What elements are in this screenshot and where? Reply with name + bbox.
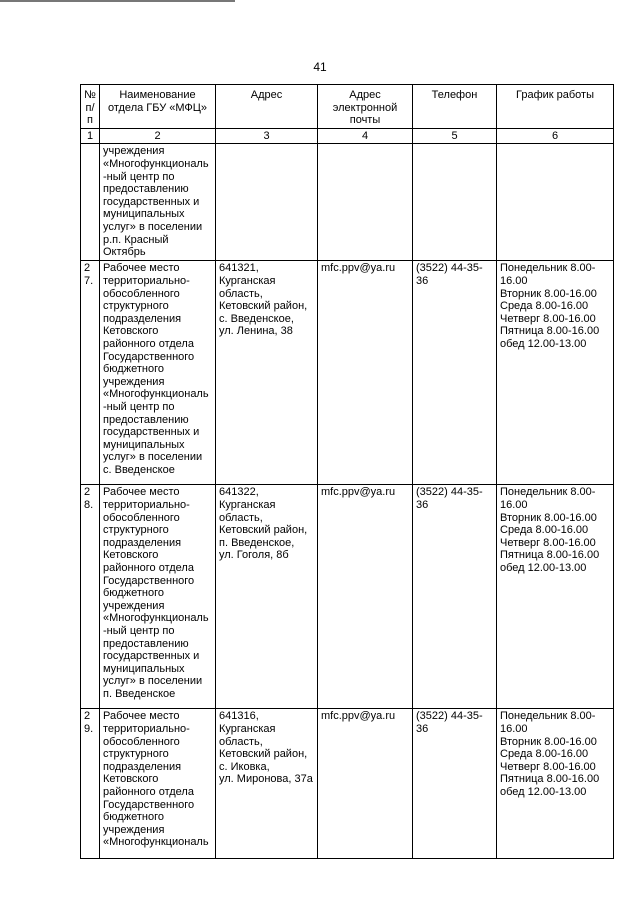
column-number: 4 [318, 128, 413, 144]
column-numbers-row [81, 128, 614, 144]
table-row [81, 144, 614, 261]
header-email: Адрес электронной почты [318, 85, 413, 129]
email: mfc.ppv@ya.ru [318, 261, 413, 485]
department-name: Рабочее место территориально- обособленного структурного подразделения Кетовского районного отдела Государственного бюджетного учреждения «Многофункциональ -ный центр по предоставлению государственных и муниципальных услуг» в поселении п. Введенское [100, 485, 216, 709]
email: mfc.ppv@ya.ru [318, 485, 413, 709]
row-number: 28. [81, 485, 100, 709]
email: mfc.ppv@ya.ru [318, 709, 413, 859]
top-border-line [0, 0, 235, 2]
column-number: 3 [216, 128, 318, 144]
email [318, 144, 413, 261]
phone: (3522) 44-35- 36 [413, 261, 497, 485]
page-number: 41 [313, 60, 327, 74]
department-name: Рабочее место территориально- обособленного структурного подразделения Кетовского районного отдела Государственного бюджетного учреждения «Многофункциональ [100, 709, 216, 859]
header-phone: Телефон [413, 85, 497, 129]
header-department: Наименование отдела ГБУ «МФЦ» [100, 85, 216, 129]
column-number: 1 [81, 128, 100, 144]
row-number: 27. [81, 261, 100, 485]
row-number [81, 144, 100, 261]
mfc-offices-table [80, 84, 614, 859]
schedule [497, 144, 614, 261]
column-number: 6 [497, 128, 614, 144]
column-number: 5 [413, 128, 497, 144]
column-number: 2 [100, 128, 216, 144]
table-row [81, 261, 614, 485]
table-header-row [81, 85, 614, 129]
row-number: 29. [81, 709, 100, 859]
address [216, 144, 318, 261]
address: 641316, Курганская область, Кетовский район, с. Иковка, ул. Миронова, 37а [216, 709, 318, 859]
header-schedule: График работы [497, 85, 614, 129]
phone: (3522) 44-35- 36 [413, 709, 497, 859]
phone [413, 144, 497, 261]
address: 641321, Курганская область, Кетовский район, с. Введенское, ул. Ленина, 38 [216, 261, 318, 485]
table-row [81, 709, 614, 859]
table-row [81, 485, 614, 709]
schedule: Понедельник 8.00- 16.00 Вторник 8.00-16.00 Среда 8.00-16.00 Четверг 8.00-16.00 Пятница 8.00-16.00 обед 12.00-13.00 [497, 485, 614, 709]
department-name: учреждения «Многофункциональ -ный центр по предоставлению государственных и муниципальных услуг» в поселении р.п. Красный Октябрь [100, 144, 216, 261]
schedule: Понедельник 8.00- 16.00 Вторник 8.00-16.00 Среда 8.00-16.00 Четверг 8.00-16.00 Пятница 8.00-16.00 обед 12.00-13.00 [497, 261, 614, 485]
department-name: Рабочее место территориально- обособленного структурного подразделения Кетовского районного отдела Государственного бюджетного учреждения «Многофункциональ -ный центр по предоставлению государственных и муниципальных услуг» в поселении с. Введенское [100, 261, 216, 485]
schedule: Понедельник 8.00- 16.00 Вторник 8.00-16.00 Среда 8.00-16.00 Четверг 8.00-16.00 Пятница 8.00-16.00 обед 12.00-13.00 [497, 709, 614, 859]
address: 641322, Курганская область, Кетовский район, п. Введенское, ул. Гоголя, 8б [216, 485, 318, 709]
phone: (3522) 44-35- 36 [413, 485, 497, 709]
header-address: Адрес [216, 85, 318, 129]
header-number: № п/п [81, 85, 100, 129]
